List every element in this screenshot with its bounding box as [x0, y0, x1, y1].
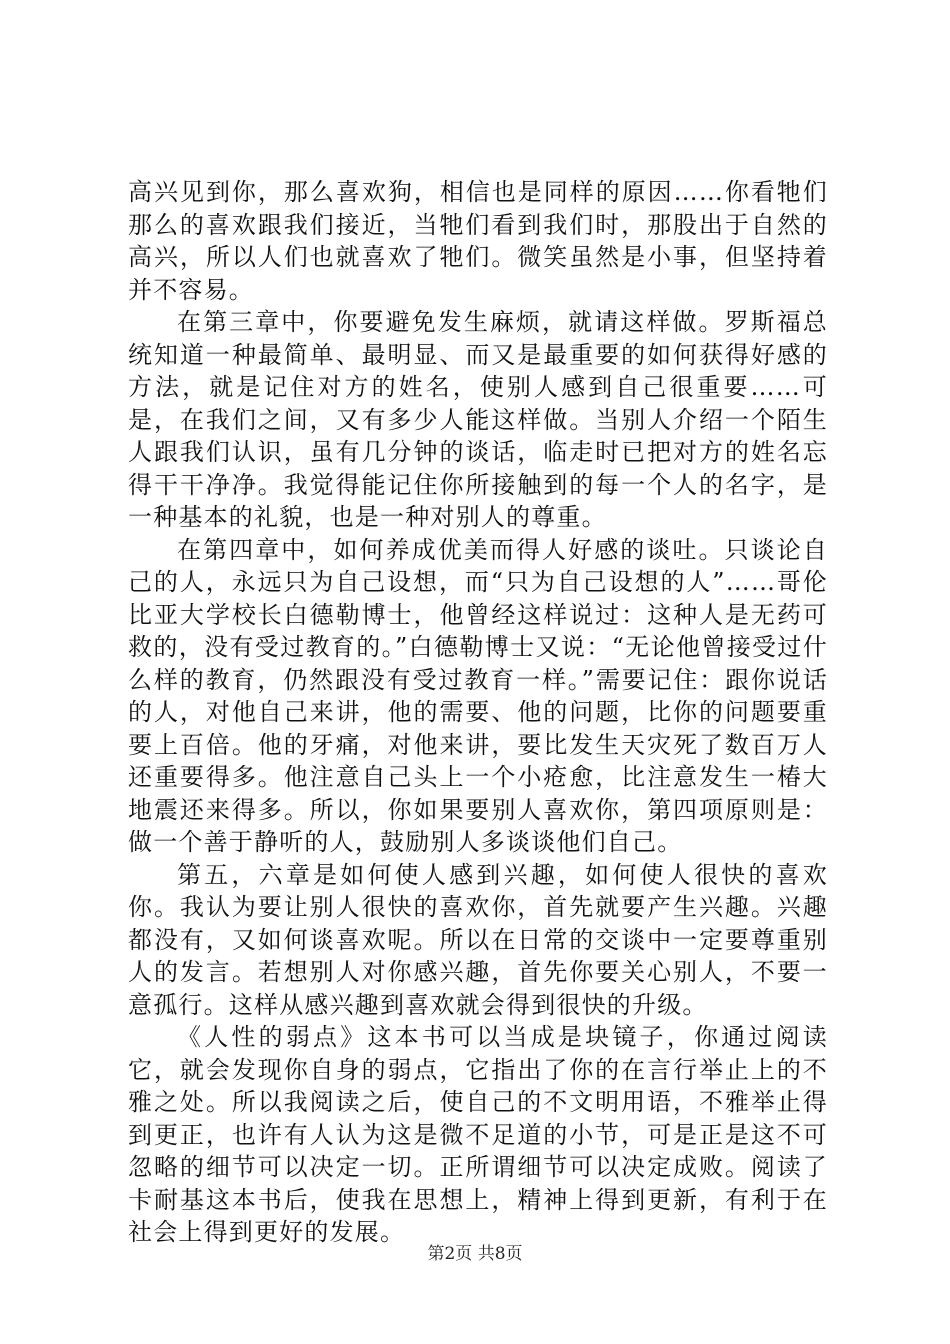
paragraph-chapter-three: 在第三章中，你要避免发生麻烦，就请这样做。罗斯福总统知道一种最简单、最明显、而又是最重要的如何获得好感的方法，就是记住对方的姓名，使别人感到自己很重要……可是，在我们之间，又有多少人能这样做。当别人介绍一个陌生人跟我们认识，虽有几分钟的谈话，临走时已把对方的姓名忘得干干净净。我觉得能记住你所接触到的每一个人的名字，是一种基本的礼貌，也是一种对别人的尊重。 — [128, 308, 828, 531]
paragraph-continued: 高兴见到你，那么喜欢狗，相信也是同样的原因……你看牠们那么的喜欢跟我们接近，当牠们看到我们时，那股出于自然的高兴，所以人们也就喜欢了牠们。微笑虽然是小事，但坚持着并不容易。 — [128, 178, 828, 304]
paragraph-chapter-four: 在第四章中，如何养成优美而得人好感的谈吐。只谈论自己的人，永远只为自己设想，而“只为自己设想的人”……哥伦比亚大学校长白德勒博士，他曾经这样说过：这种人是无药可救的，没有受过教育的。”白德勒博士又说：“无论他曾接受过什么样的教育，仍然跟没有受过教育一样。”需要记住：跟你说话的人，对他自己来讲，他的需要、他的问题，比你的问题要重要上百倍。他的牙痛，对他来讲，要比发生天灾死了数百万人还重要得多。他注意自己头上一个小疮愈，比注意发生一椿大地震还来得多。所以，你如果要别人喜欢你，第四项原则是：做一个善于静听的人，鼓励别人多谈谈他们自己。 — [128, 535, 828, 856]
page-number-footer: 第2页 共8页 — [427, 1244, 523, 1264]
paragraph-conclusion: 《人性的弱点》这本书可以当成是块镜子，你通过阅读它，就会发现你自身的弱点，它指出了你的在言行举止上的不雅之处。所以我阅读之后，使自己的不文明用语，不雅举止得到更正，也许有人认为这是微不足道的小节，可是正是这不可忽略的细节可以决定一切。正所谓细节可以决定成败。阅读了卡耐基这本书后，使我在思想上，精神上得到更新，有利于在社会上得到更好的发展。 — [128, 1023, 828, 1246]
paragraph-chapter-five-six: 第五，六章是如何使人感到兴趣，如何使人很快的喜欢你。我认为要让别人很快的喜欢你，首先就要产生兴趣。兴趣都没有，又如何谈喜欢呢。所以在日常的交谈中一定要尊重别人的发言。若想别人对你感兴趣，首先你要关心别人，不要一意孤行。这样从感兴趣到喜欢就会得到很快的升级。 — [128, 860, 828, 1019]
document-body — [128, 176, 828, 1249]
